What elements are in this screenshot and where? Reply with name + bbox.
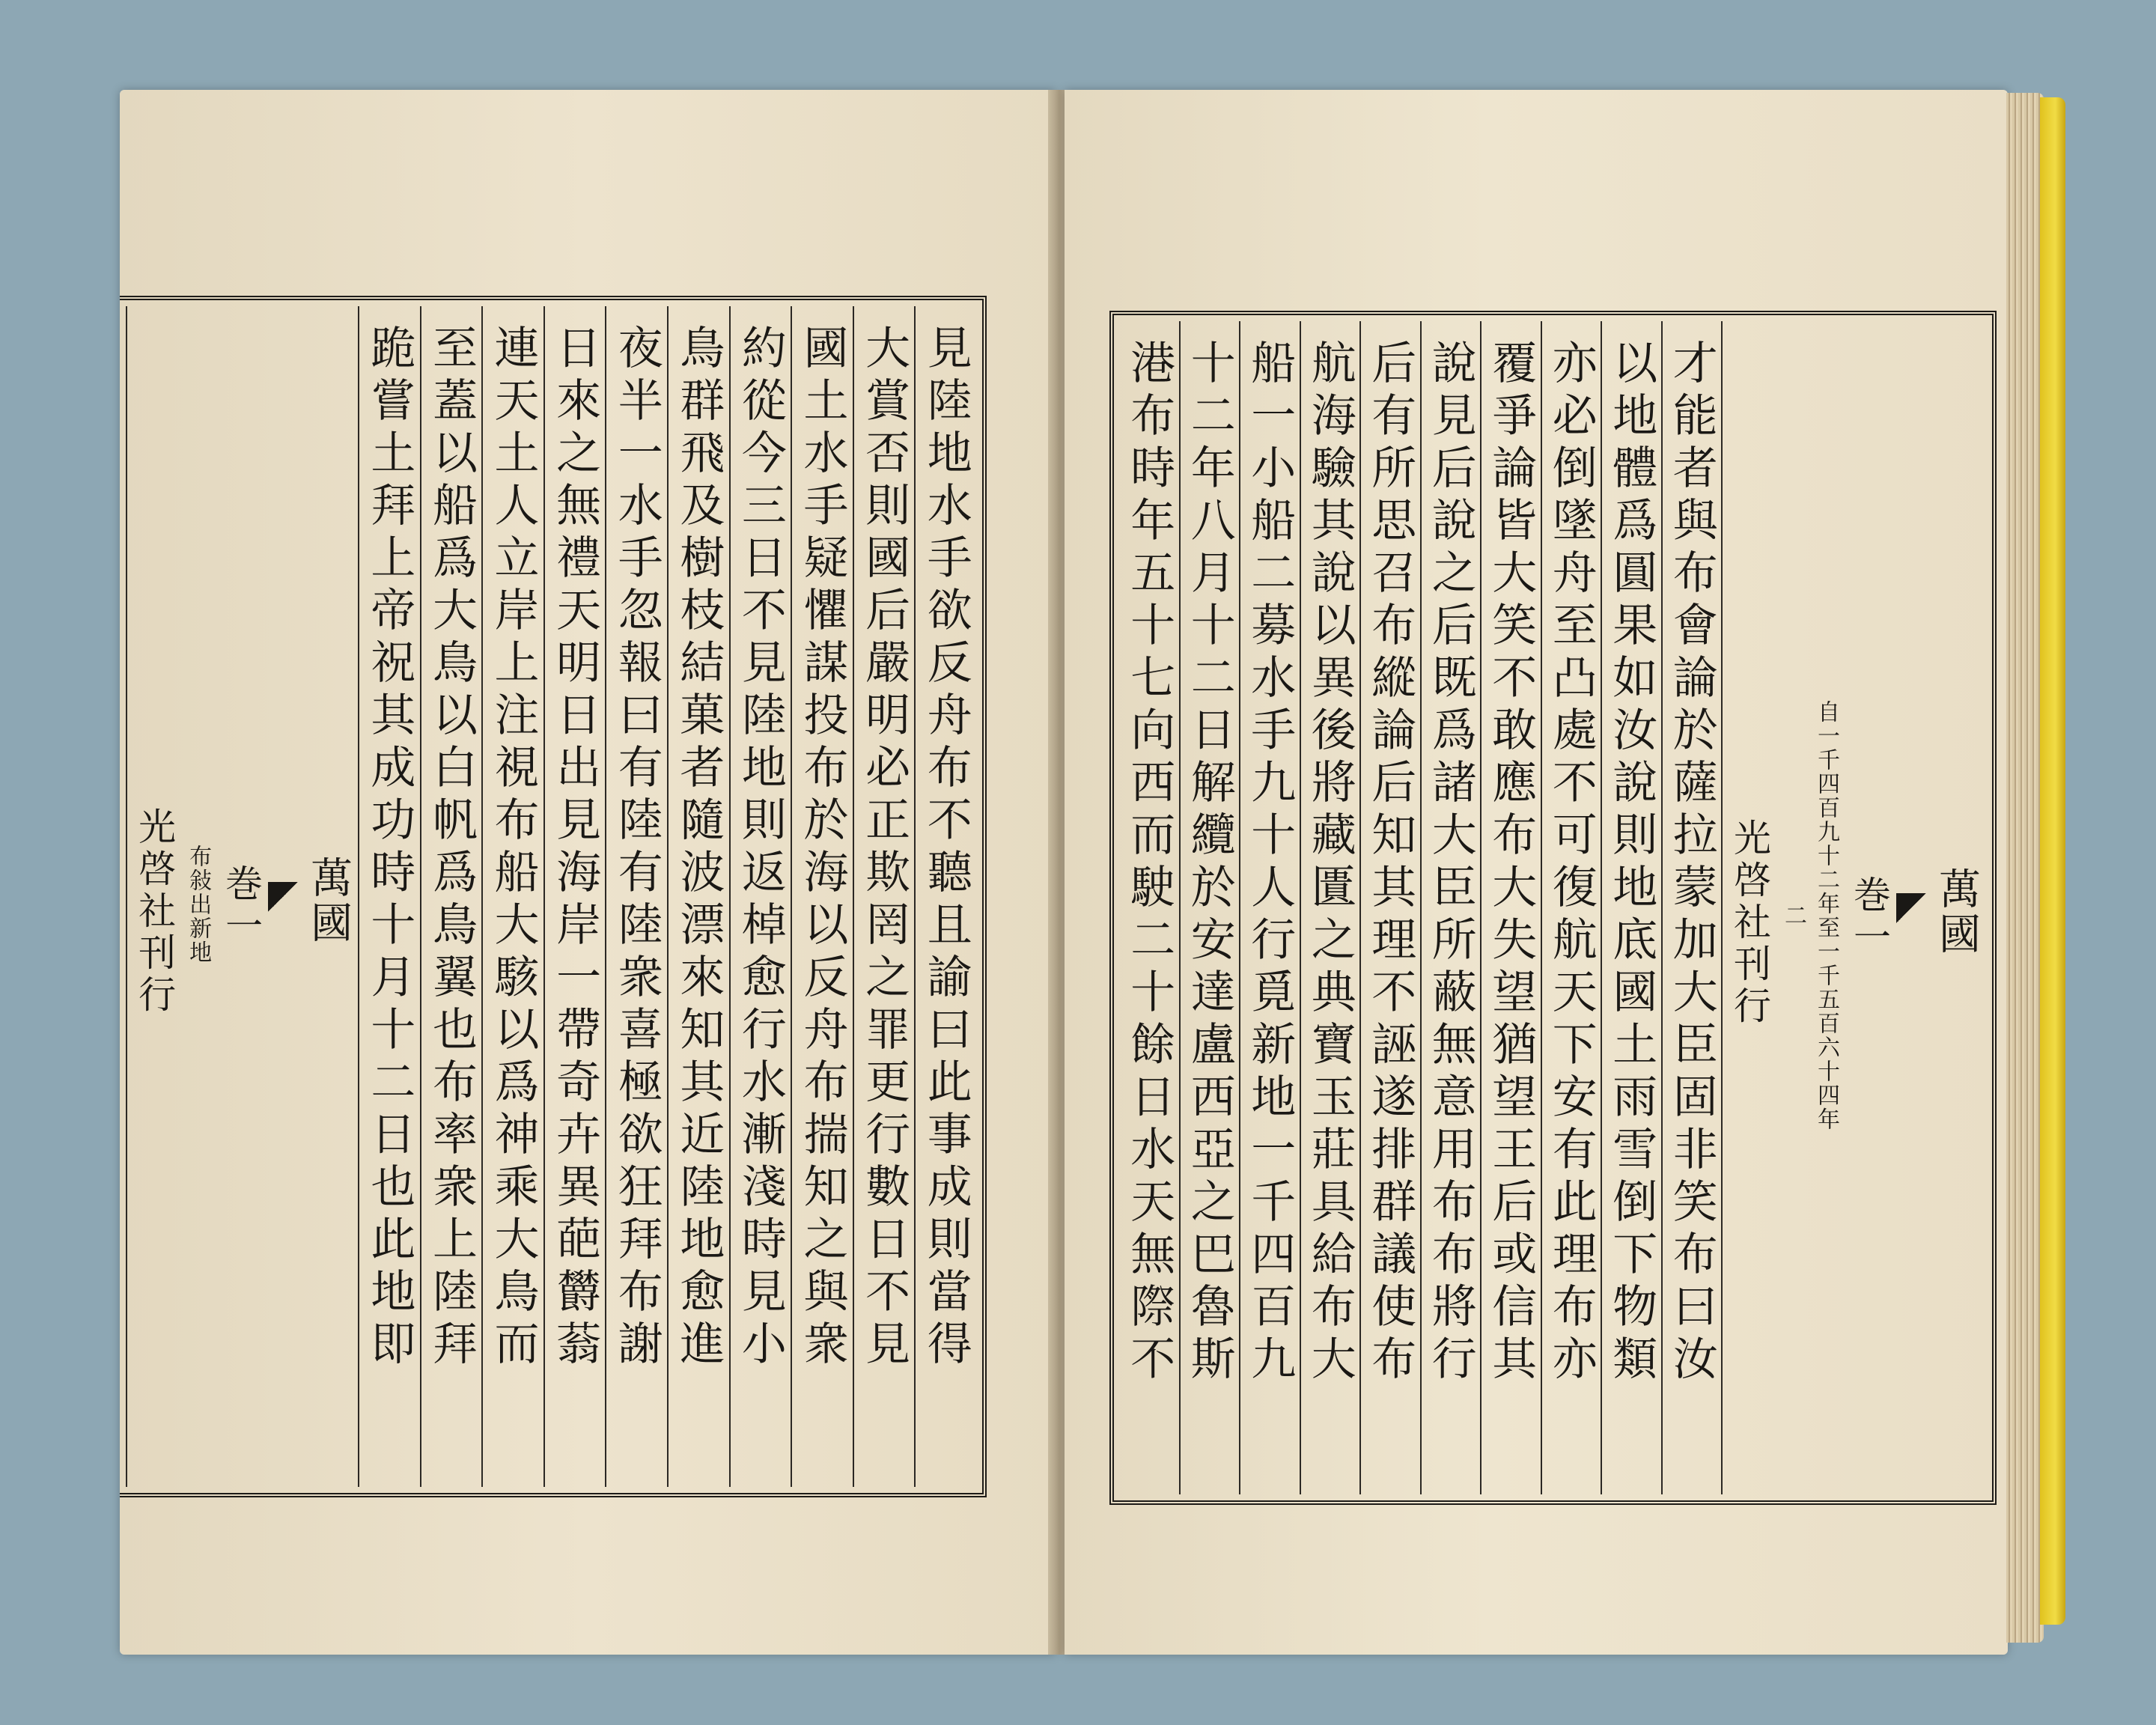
left-column-9: 至蓋以船爲大鳥以白帆爲鳥翼也布率衆上陸拜	[420, 306, 482, 1487]
right-column-2: 以地體爲圓果如汝說則地底國土雨雪倒下物類	[1601, 321, 1661, 1494]
fish-tail-mark-icon	[268, 882, 298, 912]
left-page	[120, 90, 1056, 1655]
left-column-8: 連天土人立岸上注視布船大駭以爲神乘大鳥而	[481, 306, 543, 1487]
right-hanshin-margin	[1721, 321, 1986, 1494]
left-column-1: 見陸地水手欲反舟布不聽且諭曰此事成則當得	[914, 306, 976, 1487]
left-hanshin-publisher: 光啓社刊行	[133, 806, 177, 1017]
right-column-10: 港布時年五十七向西而駛二十餘日水天無際不	[1123, 339, 1176, 1387]
right-hanshin-page-number: 二	[1780, 903, 1806, 928]
right-column-9: 十二年八月十二日解纜於安達盧西亞之巴魯斯	[1179, 321, 1240, 1494]
right-column-5: 說見后說之后既爲諸大臣所蔽無意用布布將行	[1420, 321, 1481, 1494]
left-column-10: 跪嘗土拜上帝祝其成功時十月十二日也此地即	[358, 306, 420, 1487]
right-hanshin-title: 萬國	[1932, 866, 1981, 957]
right-page	[1065, 90, 2008, 1655]
left-column-7: 日來之無禮天明日出見海岸一帶奇卉異葩欝蓊	[543, 306, 606, 1487]
left-column-4: 約從今三日不見陸地則返棹愈行水漸淺時見小	[729, 306, 791, 1487]
right-column-1: 才能者與布會論於薩拉蒙加大臣固非笑布曰汝	[1661, 321, 1722, 1494]
left-column-3: 國土水手疑懼謀投布於海以反舟布揣知之與衆	[791, 306, 853, 1487]
left-hanshin-title: 萬國	[304, 855, 353, 946]
fish-tail-mark-icon	[1896, 893, 1926, 923]
right-hanshin-publisher: 光啓社刊行	[1728, 818, 1771, 1028]
right-column-8: 船一小船二募水手九十人行覓新地一千四百九	[1239, 321, 1300, 1494]
right-text-columns	[1120, 321, 1986, 1494]
page-edges	[2006, 93, 2044, 1643]
left-hanshin-margin	[126, 306, 358, 1487]
yellow-cover-edge	[2040, 97, 2065, 1625]
open-book	[120, 90, 2066, 1655]
right-column-4: 覆爭論皆大笑不敢應布大失望猶望王后或信其	[1480, 321, 1541, 1494]
right-hanshin-volume: 巻一	[1848, 874, 1891, 959]
left-page-frame	[120, 296, 987, 1497]
right-page-frame	[1109, 311, 1997, 1505]
left-column-5: 鳥群飛及樹枝結菓者隨波漂來知其近陸地愈進	[667, 306, 729, 1487]
left-column-6: 夜半一水手忽報曰有陸有陸衆喜極欲狂拜布謝	[605, 306, 667, 1487]
right-column-3: 亦必倒墜舟至凸處不可復航天下安有此理布亦	[1541, 321, 1601, 1494]
left-hanshin-subtitle: 布敍出新地	[185, 844, 212, 964]
right-hanshin-date-range: 自一千四百九十二年至一千五百六十四年	[1813, 699, 1839, 1131]
left-hanshin-volume: 巻一	[219, 863, 264, 948]
right-column-6: 后有所思召布縱論后知其理不誣遂排群議使布	[1359, 321, 1420, 1494]
left-column-2: 大賞否則國后嚴明必正欺罔之罪更行數日不見	[853, 306, 915, 1487]
left-text-columns	[126, 306, 976, 1487]
right-column-7: 航海驗其說以異後將藏匱之典寶玉莊具給布大	[1300, 321, 1360, 1494]
